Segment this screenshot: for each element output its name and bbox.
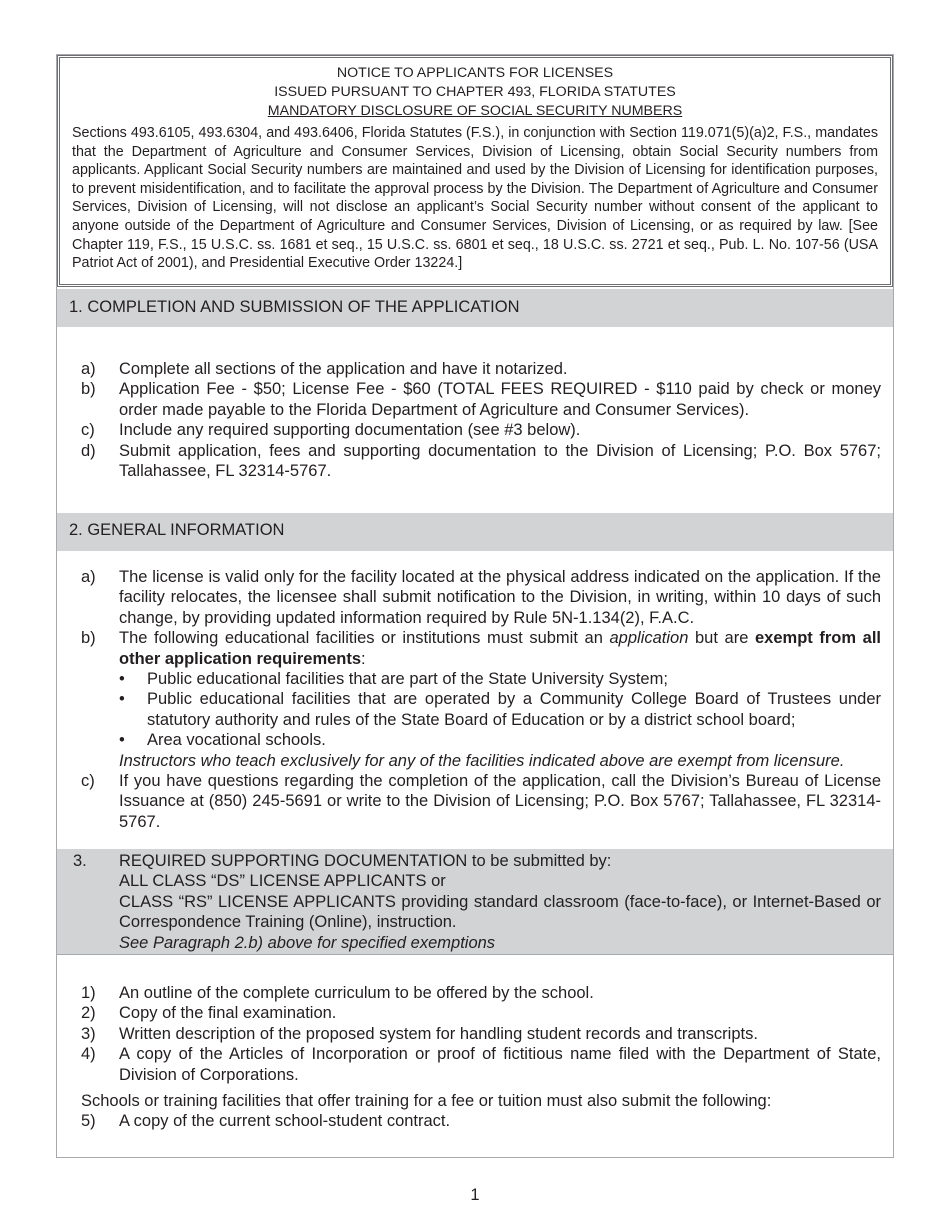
item-label: 3) [81, 1024, 96, 1043]
section-number: 3. [73, 852, 87, 870]
list-item [57, 771, 893, 832]
bullet-icon: • [119, 731, 125, 750]
section-3-heading [57, 849, 893, 955]
exemption-intro [119, 628, 881, 669]
section-3-line: REQUIRED SUPPORTING DOCUMENTATION to be submitted by: [119, 852, 612, 870]
section-3-list [57, 983, 893, 1132]
bullet-icon: • [119, 690, 125, 709]
item-text: A copy of the current school-student contract. [119, 1112, 451, 1131]
bullet-item [119, 689, 881, 730]
intro-italic: application [609, 629, 689, 648]
notice-body: Sections 493.6105, 493.6304, and 493.6406, Florida Statutes (F.S.), in conjunction with Section 119.071(5)(a)2, F.S., mandates that the Department of Agriculture and Consumer Services, Division of Licensing, obtain Social Security numbers from applicants. Applicant Social Security numbers are maintained and used by the Division of Licensing for identification purposes, to prevent misidentification, and to facilitate the approval process by the Division. The Department of Agriculture and Consumer Services, Division of Licensing, will not disclose an applicant’s Social Security number without consent of the applicant to anyone outside of the Department of Agriculture and Consumer Services, Division of Licensing, or as required by law. [See Chapter 119, F.S., 15 U.S.C. ss. 1681 et seq., 15 U.S.C. ss. 6801 et seq., 18 U.S.C. ss. 2721 et seq., Pub. L. No. 107-56 (USA Patriot Act of 2001), and Presidential Executive Order 13224.] [72, 125, 878, 272]
item-text: Application Fee - $50; License Fee - $60 (TOTAL FEES REQUIRED - $110 paid by check or money order made payable to the Florida Department of Agriculture and Consumer Services). [119, 380, 881, 419]
item-label: 4) [81, 1045, 96, 1064]
item-text: An outline of the complete curriculum to be offered by the school. [119, 984, 594, 1002]
item-text: The license is valid only for the facility located at the physical address indicated on the application. If the facility relocates, the licensee shall submit notification to the Division, in writing, within 10 days of such change, by providing updated information required by Rule 5N-1.134(2), F.A.C. [119, 568, 881, 627]
section-3-line: CLASS “RS” LICENSE APPLICANTS providing standard classroom (face-to-face), or Internet-Based or Correspondence Training (Online), instruction. [119, 892, 881, 932]
list-item [57, 379, 893, 420]
list-item [57, 628, 893, 771]
bullet-item [119, 730, 881, 750]
document-page [56, 54, 894, 1158]
item-text: Include any required supporting documentation (see #3 below). [119, 421, 581, 440]
section-1-list [57, 359, 893, 481]
item-text: Copy of the final examination. [119, 1004, 337, 1023]
section-3-line: ALL CLASS “DS” LICENSE APPLICANTS or [119, 872, 446, 891]
item-text: Complete all sections of the application and have it notarized. [119, 360, 568, 378]
list-item [57, 1003, 893, 1023]
intro-bold: exempt from all other application requirements [119, 629, 881, 668]
bullet-icon: • [119, 670, 125, 689]
item-label: b) [81, 629, 96, 648]
list-item [57, 359, 893, 379]
intro-text-mid: but are [688, 629, 755, 648]
list-item [57, 983, 893, 1003]
bullet-text: Area vocational schools. [147, 731, 326, 750]
list-item [57, 1044, 893, 1085]
item-label: c) [81, 421, 95, 440]
page-number: 1 [470, 1186, 480, 1204]
intro-text: The following educational facilities or institutions must submit an [119, 629, 610, 648]
bullet-text: Public educational facilities that are operated by a Community College Board of Trustees under statutory authority and rules of the State Board of Education or by a district school board; [147, 690, 881, 729]
ssn-notice-box [57, 55, 893, 287]
section-2-heading: 2. GENERAL INFORMATION [57, 513, 893, 551]
item-text: Submit application, fees and supporting documentation to the Division of Licensing; P.O. Box 5767; Tallahassee, FL 32314-5767. [119, 441, 881, 481]
item-text: A copy of the Articles of Incorporation or proof of fictitious name filed with the Department of State, Division of Corporations. [119, 1045, 881, 1084]
list-item [57, 1111, 893, 1131]
item-label: d) [81, 441, 96, 460]
section-3-exemption-note: See Paragraph 2.b) above for specified exemptions [119, 933, 496, 952]
item-label: 2) [81, 1004, 96, 1023]
item-body [119, 628, 893, 771]
item-text: If you have questions regarding the completion of the application, call the Division’s Bureau of License Issuance at (850) 245-5691 or write to the Division of Licensing; P.O. Box 5767; Tallahassee, FL 32314-5767. [119, 772, 881, 831]
item-label: 5) [81, 1112, 96, 1131]
item-label: c) [81, 772, 95, 791]
notice-title-2: ISSUED PURSUANT TO CHAPTER 493, FLORIDA STATUTES [274, 84, 676, 100]
bullet-text: Public educational facilities that are part of the State University System; [147, 670, 668, 689]
schools-note: Schools or training facilities that offer training for a fee or tuition must also submit the following: [81, 1092, 772, 1111]
item-label: a) [81, 360, 96, 378]
intro-text-end: : [361, 649, 366, 668]
list-item [57, 420, 893, 440]
item-label: b) [81, 380, 96, 399]
list-item [57, 567, 893, 628]
list-item [57, 441, 893, 482]
bullet-item [119, 669, 881, 689]
section-1-heading: 1. COMPLETION AND SUBMISSION OF THE APPLICATION [57, 289, 893, 327]
list-item [57, 1024, 893, 1044]
section-2-list [57, 567, 893, 832]
notice-title-3: MANDATORY DISCLOSURE OF SOCIAL SECURITY NUMBERS [267, 103, 683, 119]
item-label: a) [81, 568, 96, 586]
item-label: 1) [81, 984, 96, 1002]
exemption-note: Instructors who teach exclusively for any of the facilities indicated above are exempt from licensure. [119, 751, 845, 770]
notice-title-1: NOTICE TO APPLICANTS FOR LICENSES [336, 65, 614, 81]
item-text: Written description of the proposed system for handling student records and transcripts. [119, 1024, 758, 1043]
